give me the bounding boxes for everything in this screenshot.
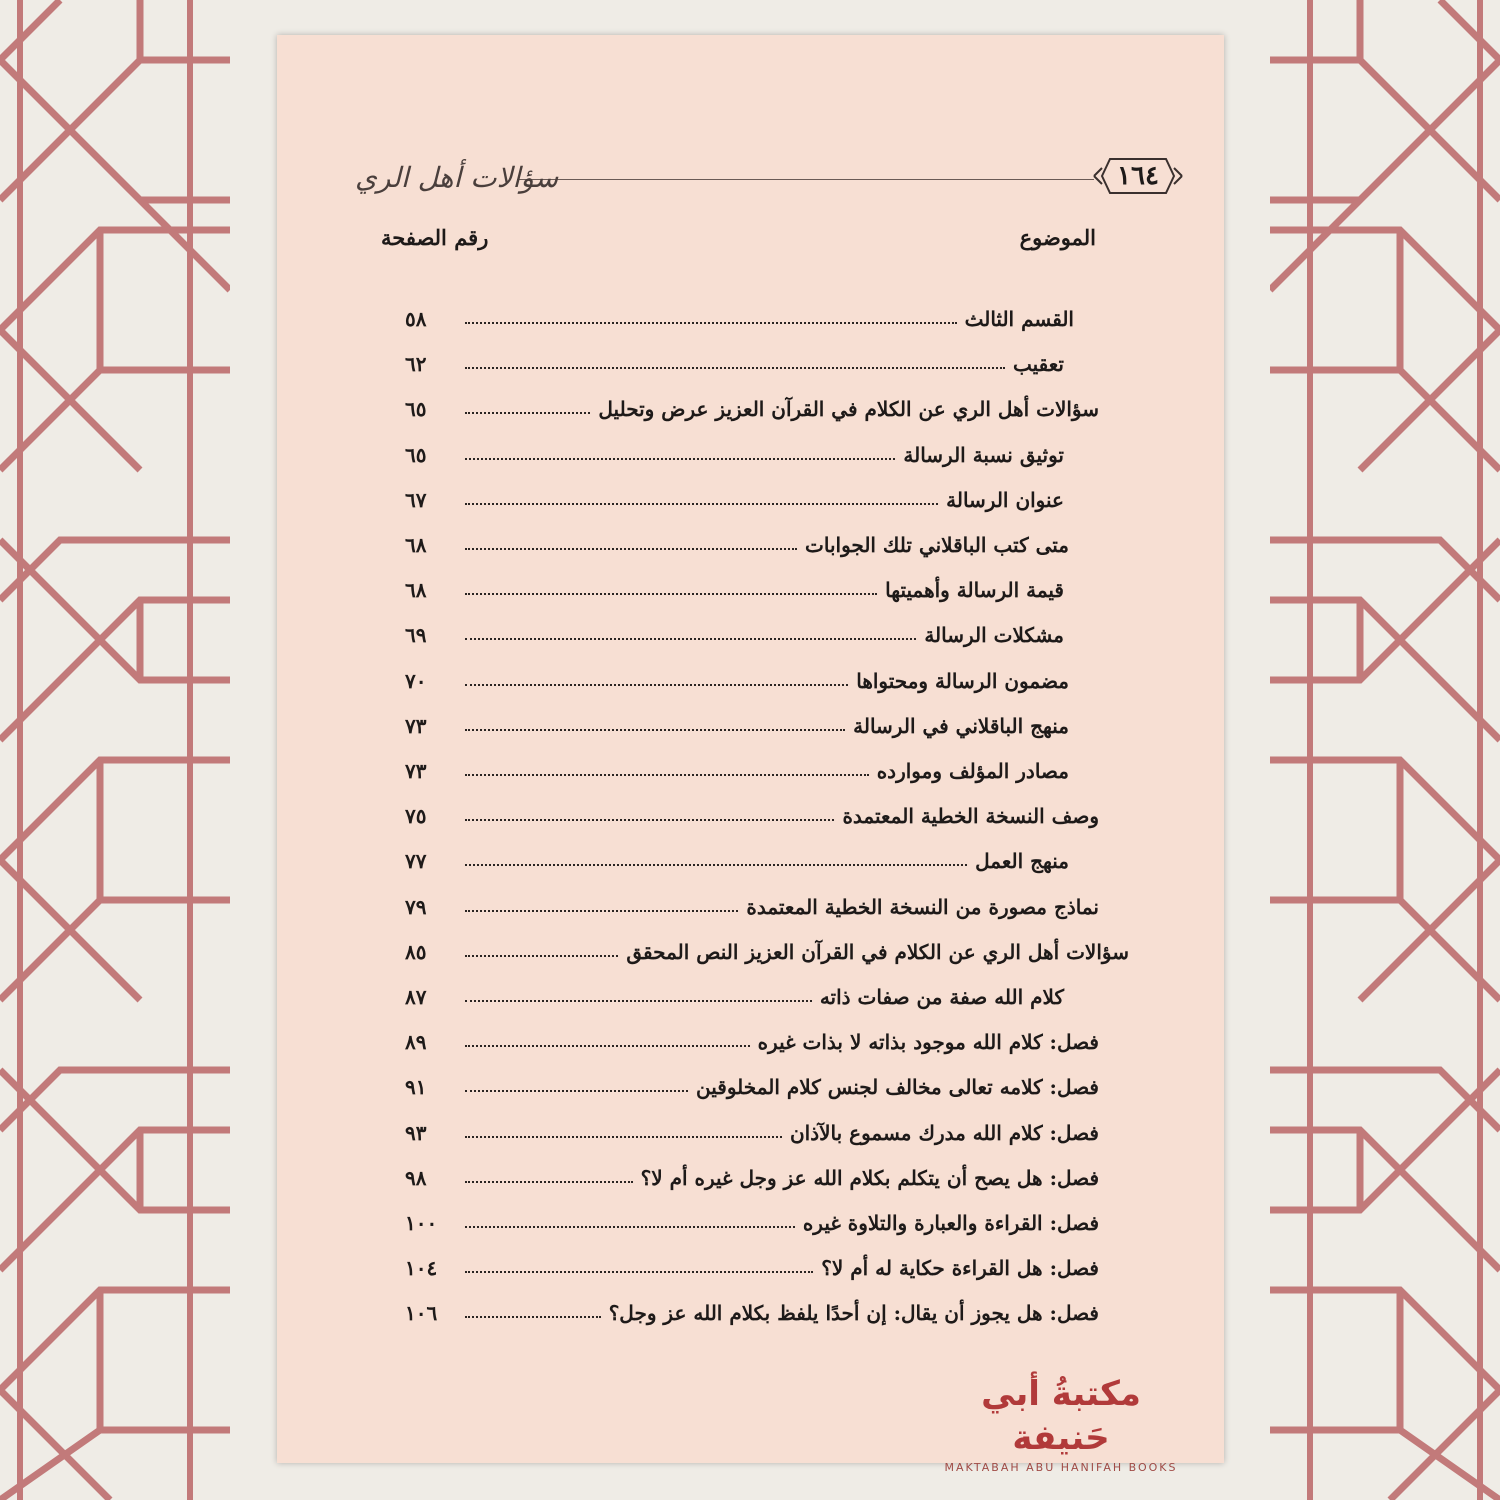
toc-entry-title: سؤالات أهل الري عن الكلام في القرآن العزيز النص المحقق (626, 939, 1129, 964)
toc-entry (405, 1018, 1099, 1054)
toc-entry-page: ٧٠ (405, 668, 427, 693)
toc-entry-page: ٦٩ (405, 623, 427, 648)
toc-entry (405, 431, 1064, 467)
column-header-topic: الموضوع (1019, 225, 1096, 250)
header-rule (517, 179, 1094, 180)
dot-leader (465, 1180, 633, 1183)
book-page (277, 35, 1224, 1463)
toc-entry-title: فصل: هل القراءة حكاية له أم لا؟ (821, 1256, 1099, 1281)
dot-leader (465, 728, 845, 731)
toc-entry-title: فصل: القراءة والعبارة والتلاوة غيره (802, 1211, 1099, 1235)
brand-english-name: MAKTABAH ABU HANIFAH BOOKS (944, 1461, 1178, 1474)
toc-entry (405, 611, 1064, 647)
brand-arabic-name: مكتبةُ أبي حَنيفة (981, 1374, 1141, 1458)
toc-entry-title: منهج العمل (975, 849, 1069, 874)
toc-entry-title: تعقيب (1012, 352, 1064, 377)
toc-entry-page: ٦٧ (405, 487, 427, 512)
page-header (277, 153, 1224, 203)
dot-leader (465, 1089, 688, 1092)
toc-entry (405, 792, 1099, 828)
toc-entry-page: ٩٨ (405, 1165, 427, 1190)
page-number-ornament (1092, 153, 1184, 199)
toc-entry (405, 1154, 1099, 1190)
toc-entry-page: ٩١ (405, 1075, 427, 1100)
toc-entry-title: عنوان الرسالة (946, 487, 1064, 512)
dot-leader (465, 1225, 795, 1228)
toc-entry-title: سؤالات أهل الري عن الكلام في القرآن العزيز عرض وتحليل (598, 397, 1099, 422)
toc-entry (405, 566, 1064, 602)
toc-entry-page: ٧٥ (405, 804, 427, 829)
toc-entry-page: ٦٥ (405, 397, 427, 422)
toc-entry-page: ١٠٦ (405, 1301, 438, 1326)
toc-entry-title: فصل: كلام الله موجود بذاته لا بذات غيره (757, 1030, 1099, 1055)
toc-entry-page: ٦٨ (405, 578, 427, 603)
toc-entry-page: ٦٥ (405, 442, 427, 467)
dot-leader (465, 999, 812, 1002)
toc-entry-title: منهج الباقلاني في الرسالة (853, 713, 1069, 738)
toc-entry (405, 1109, 1099, 1145)
dot-leader (465, 1044, 750, 1047)
toc-entry-title: وصف النسخة الخطية المعتمدة (842, 804, 1099, 829)
toc-entry-page: ٨٥ (405, 939, 427, 964)
toc-entry-page: ١٠٤ (405, 1256, 438, 1281)
dot-leader (465, 502, 938, 505)
toc-entry-page: ٦٢ (405, 352, 427, 377)
dot-leader (465, 321, 957, 324)
page-number: ١٦٤ (1117, 161, 1159, 191)
toc-entry-page: ٦٨ (405, 533, 427, 557)
dot-leader (465, 457, 895, 460)
toc-entry-title: فصل: هل يجوز أن يقال: إن أحدًا يلفظ بكلام الله عز وجل؟ (608, 1301, 1099, 1326)
geometric-pattern-left (0, 0, 230, 1500)
dot-leader (465, 366, 1005, 369)
dot-leader (465, 1135, 782, 1138)
dot-leader (465, 954, 618, 957)
dot-leader (465, 547, 797, 550)
toc-entry-title: فصل: كلامه تعالى مخالف لجنس كلام المخلوقين (696, 1075, 1099, 1100)
toc-entry (405, 1289, 1099, 1325)
toc-entry (405, 521, 1069, 557)
toc-entry-title: نماذج مصورة من النسخة الخطية المعتمدة (746, 894, 1099, 919)
toc-entry (405, 883, 1099, 919)
toc-entry-page: ٥٨ (405, 307, 427, 331)
column-header-page: رقم الصفحة (381, 225, 489, 250)
dot-leader (465, 863, 967, 866)
geometric-pattern-right (1270, 0, 1500, 1500)
toc-entry (405, 295, 1074, 331)
dot-leader (465, 637, 916, 640)
toc-entry-title: فصل: هل يصح أن يتكلم بكلام الله عز وجل غيره أم لا؟ (640, 1165, 1099, 1190)
dot-leader (465, 773, 869, 776)
toc-entry (405, 928, 1129, 964)
toc-entry (405, 1244, 1099, 1280)
toc-entry-title: كلام الله صفة من صفات ذاته (819, 985, 1064, 1009)
toc-entry-page: ١٠٠ (405, 1211, 438, 1235)
publisher-brand (930, 1372, 1192, 1474)
toc-entry (405, 657, 1069, 693)
dot-leader (465, 909, 738, 912)
toc-entry (405, 837, 1069, 873)
toc-entry-title: مضمون الرسالة ومحتواها (856, 668, 1069, 693)
toc-entry-page: ٧٧ (405, 849, 427, 874)
toc-entry-title: متى كتب الباقلاني تلك الجوابات (805, 533, 1069, 557)
toc-entry-page: ٩٣ (405, 1120, 427, 1145)
toc-entry (405, 476, 1064, 512)
dot-leader (465, 1315, 601, 1318)
dot-leader (465, 592, 877, 595)
toc-entry-page: ٧٣ (405, 713, 427, 738)
toc-entry-page: ٨٧ (405, 985, 427, 1009)
toc-entry-title: القسم الثالث (964, 307, 1074, 331)
toc-entry-title: مشكلات الرسالة (924, 623, 1064, 648)
toc-entry-page: ٧٣ (405, 759, 427, 783)
toc-entry (405, 340, 1064, 376)
toc-entry-title: فصل: كلام الله مدرك مسموع بالآذان (789, 1120, 1099, 1145)
toc-entry (405, 1063, 1099, 1099)
toc-entry-page: ٧٩ (405, 894, 427, 919)
dot-leader (465, 818, 834, 821)
book-title: سؤالات أهل الري (355, 161, 559, 194)
toc-entry (405, 702, 1069, 738)
toc-entry-title: قيمة الرسالة وأهميتها (885, 578, 1064, 603)
dot-leader (465, 683, 848, 686)
toc-entry (405, 1199, 1099, 1235)
toc-entry-title: مصادر المؤلف وموارده (876, 759, 1069, 783)
dot-leader (465, 411, 590, 414)
toc-entry-title: توثيق نسبة الرسالة (903, 442, 1064, 467)
dot-leader (465, 1270, 813, 1273)
toc-entry (405, 973, 1064, 1009)
toc-entry (405, 385, 1099, 421)
toc-entry-page: ٨٩ (405, 1030, 427, 1055)
toc-entry (405, 747, 1069, 783)
